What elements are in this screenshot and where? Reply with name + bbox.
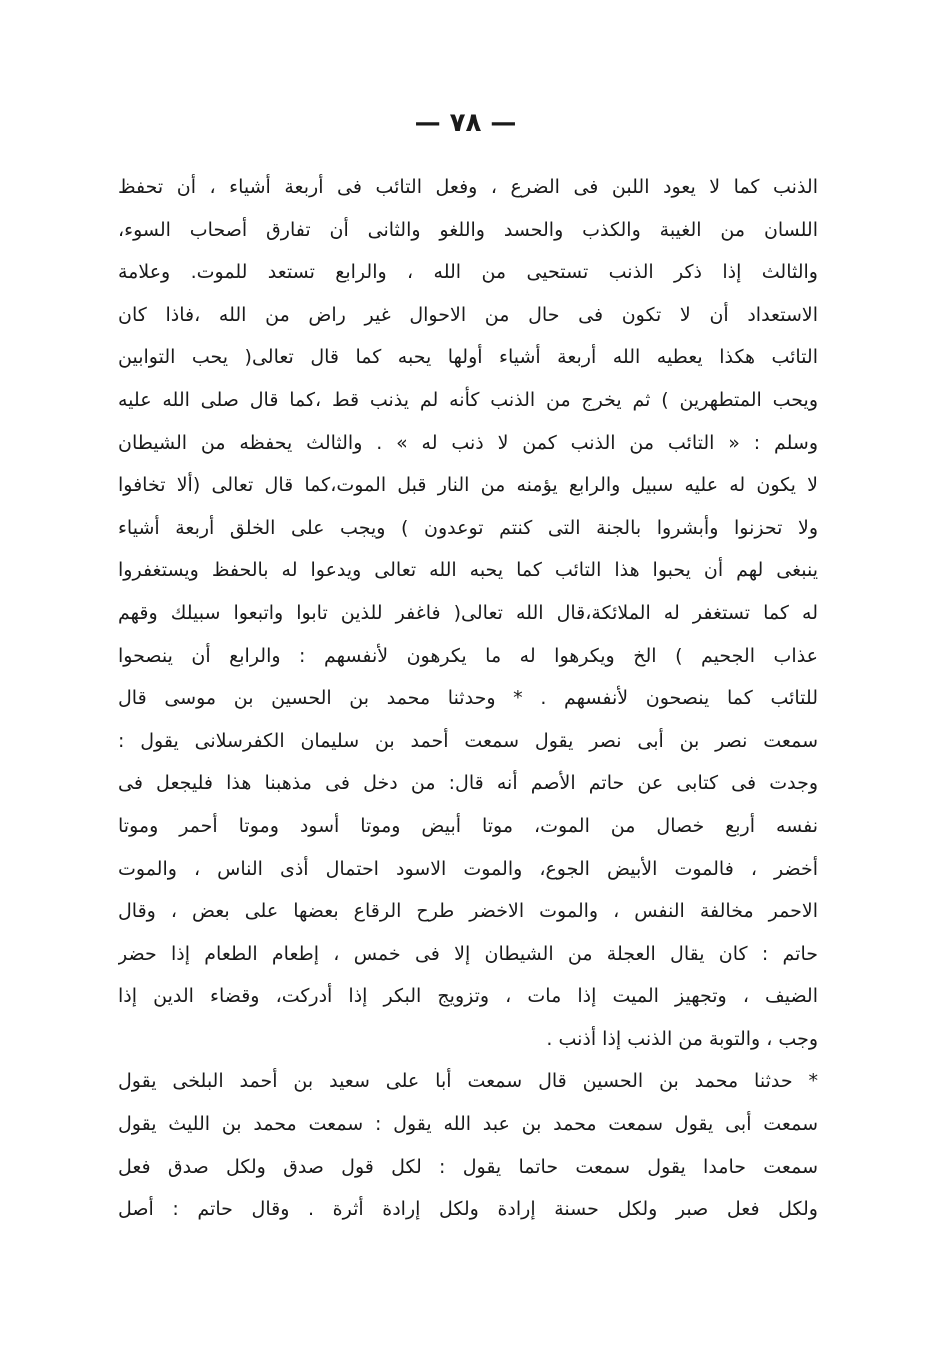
- page-number: — ٧٨ —: [414, 108, 517, 138]
- text-line: التائب هكذا يعطيه الله أربعة أشياء أولها يحبه كما قال تعالى( يحب التوابين: [118, 346, 818, 369]
- text-line: ويحب المتطهرين ) ثم يخرج من الذنب كأنه لم يذنب قط ،كما قال صلى الله عليه: [118, 388, 818, 411]
- text-line: ينبغى لهم أن يحبوا هذا التائب كما يحبه الله تعالى ويدعوا له بالحفظ ويستغفروا: [118, 559, 818, 582]
- text-line: سمعت نصر بن أبى نصر يقول سمعت أحمد بن سليمان الكفرسلانى يقول :: [118, 729, 818, 752]
- text-line: سمعت حامدا يقول سمعت حاتما يقول : لكل قول صدق ولكل صدق فعل: [118, 1155, 818, 1178]
- text-line: والثالث إذا ذكر الذنب تستحيى من الله ، والرابع تستعد للموت. وعلامة: [118, 261, 818, 284]
- paragraph-end-line: وجب ، والتوبة من الذنب إذا أذنب .: [546, 1027, 818, 1050]
- text-line: الذنب كما لا يعود اللبن فى الضرع ، وفعل التائب فى أربعة أشياء ، أن تحفظ: [118, 176, 818, 198]
- text-line: سمعت أبى يقول سمعت محمد بن عبد الله يقول : سمعت محمد بن الليث يقول: [118, 1113, 818, 1136]
- text-line: له كما تستغفر له الملائكة،قال الله تعالى( فاغفر للذين تابوا واتبعوا سبيلك وقهم: [118, 601, 818, 624]
- text-line: للتائب كما ينصحون لأنفسهم . * وحدثنا محمد بن الحسين بن موسى قال: [118, 687, 818, 710]
- text-line: حاتم : كان يقال العجلة من الشيطان إلا فى خمس ، إطعام الطعام إذا حضر: [118, 942, 818, 965]
- text-line: وجدت فى كتابى عن حاتم الأصم أنه قال: من دخل فى مذهبنا هذا فليجعل فى: [118, 772, 818, 795]
- text-line: أخضر ، فالموت الأبيض الجوع، والموت الاسود احتمال أذى الناس ، والموت: [118, 857, 818, 880]
- text-body: [118, 166, 818, 1231]
- text-line: وسلم : « التائب من الذنب كمن لا ذنب له » . والثالث يحفظه من الشيطان: [118, 431, 818, 454]
- text-line: ولكل فعل صبر ولكل حسنة إرادة ولكل إرادة أثرة . وقال حاتم : أصل: [118, 1198, 818, 1221]
- text-line: نفسه أربع خصال من الموت، موتا أبيض وموتا أسود وموتا أحمر وموتا: [118, 814, 818, 837]
- text-line: ولا تحزنوا وأبشروا بالجنة التى كنتم توعدون ) ويجب على الخلق أربعة أشياء: [118, 516, 818, 539]
- text-line: اللسان من الغيبة والكذب والحسد واللغو والثانى أن تفارق أصحاب السوء،: [118, 218, 818, 241]
- text-line: الضيف ، وتجهيز الميت إذا مات ، وتزويج البكر إذا أدركت، وقضاء الدين إذا: [118, 985, 818, 1008]
- text-line: عذاب الجحيم ) الخ ويكرهوا له ما يكرهون لأنفسهم : والرابع أن ينصحوا: [118, 644, 818, 667]
- text-line: لا يكون له عليه سبيل والرابع يؤمنه من النار قبل الموت،كما قال تعالى (ألا تخافوا: [118, 474, 818, 497]
- text-line: الاستعداد أن لا تكون فى حال من الاحوال غير راض من الله ،فاذا كان: [118, 303, 818, 326]
- text-line: الاحمر مخالفة النفس ، والموت الاخضر طرح الرقاع بعضها على بعض ، وقال: [118, 900, 818, 923]
- paragraph-start-line: * حدثنا محمد بن الحسين قال سمعت أبا على سعيد بن أحمد البلخى يقول: [118, 1070, 818, 1093]
